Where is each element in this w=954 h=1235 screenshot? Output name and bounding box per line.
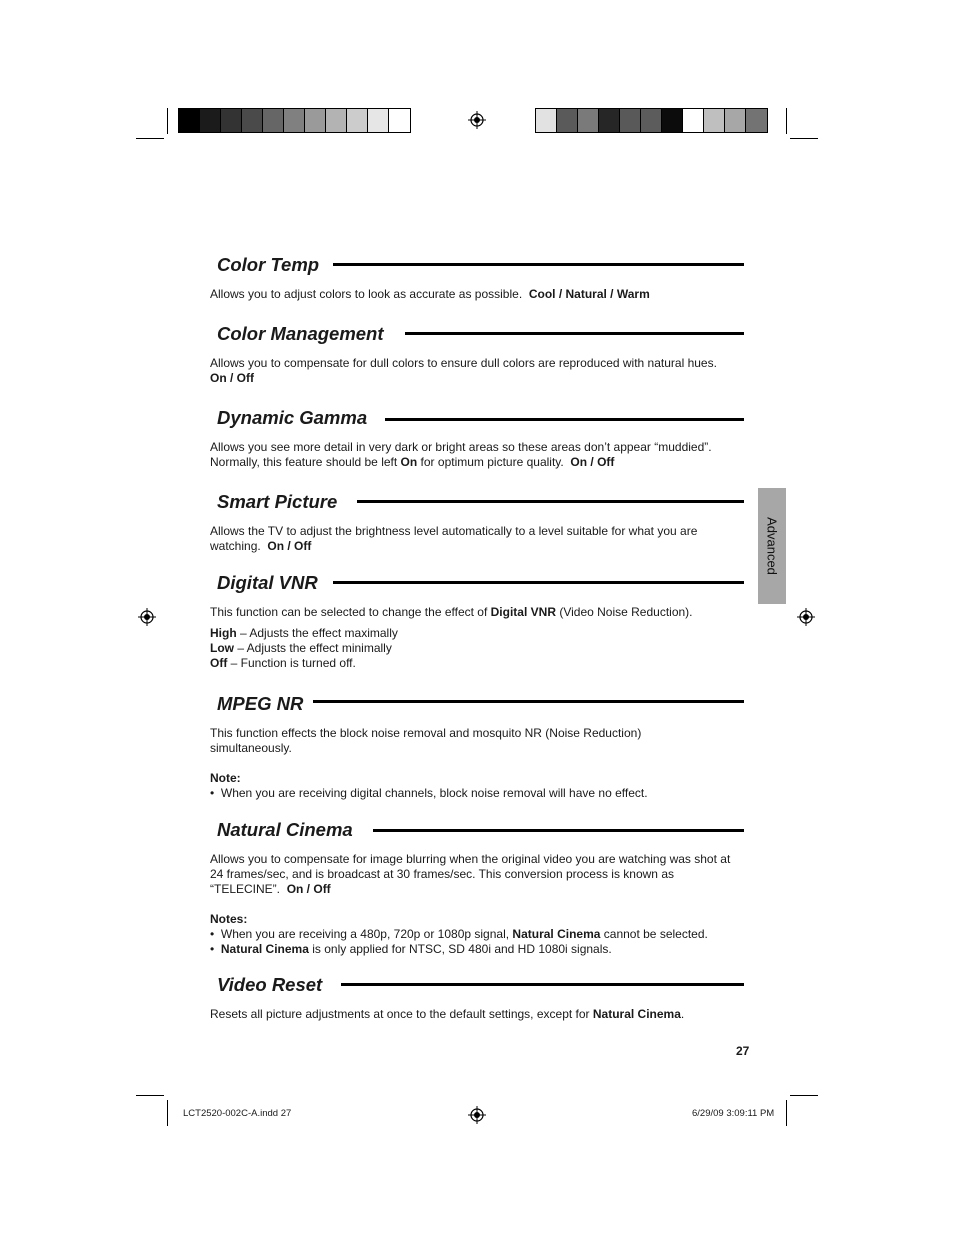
color-swatch	[641, 109, 662, 132]
color-swatch	[347, 109, 368, 132]
color-swatch	[746, 109, 767, 132]
color-swatch	[389, 109, 410, 132]
crop-mark	[167, 1100, 168, 1126]
section-body-smart-picture: Allows the TV to adjust the brightness level automatically to a level suitable for what you are watching. On / Off	[210, 524, 698, 553]
list-item: Low – Adjusts the effect minimally	[210, 641, 392, 655]
registration-mark-icon	[468, 1106, 486, 1124]
registration-mark-icon	[138, 608, 156, 626]
crop-mark	[786, 108, 787, 134]
color-swatch	[557, 109, 578, 132]
page-number: 27	[736, 1044, 750, 1058]
section-body-video-reset: Resets all picture adjustments at once to the default settings, except for Natural Cinema.	[210, 1007, 685, 1021]
section-body-natural-cinema: Allows you to compensate for image blurring when the original video you are watching was shot at 24 frames/sec, and is broadcast at 30 frames/sec. This conversion process is known as “TELECINE”. On / Off Notes: • When you are receiving a 480p, 720p or 1080p signal, Natural Cinema cannot be selected. • Natural Cinema is only applied for NTSC, SD 480i and HD 1080i signals.	[210, 852, 746, 957]
color-swatch	[284, 109, 305, 132]
section-body-mpeg-nr: This function effects the block noise removal and mosquito NR (Noise Reduction) simultaneously. Note: • When you are receiving digital channels, block noise removal will have no effect.	[210, 726, 680, 801]
section-rule	[333, 263, 744, 266]
crop-mark	[136, 1095, 164, 1096]
color-swatch	[578, 109, 599, 132]
crop-mark	[790, 1095, 818, 1096]
color-swatch	[620, 109, 641, 132]
section-title-mpeg-nr: MPEG NR	[217, 693, 304, 714]
color-swatch	[263, 109, 284, 132]
section-tab-label: Advanced	[764, 517, 780, 575]
color-swatch	[368, 109, 389, 132]
section-body-color-temp: Allows you to adjust colors to look as accurate as possible. Cool / Natural / Warm	[210, 287, 650, 301]
crop-mark	[136, 138, 164, 139]
registration-mark-icon	[468, 111, 486, 129]
color-swatch	[725, 109, 746, 132]
color-swatch	[221, 109, 242, 132]
color-swatch	[662, 109, 683, 132]
section-rule	[357, 500, 744, 503]
note-item: • When you are receiving digital channels, block noise removal will have no effect.	[210, 786, 648, 800]
color-swatch	[200, 109, 221, 132]
grayscale-color-bar-left	[178, 108, 411, 133]
color-swatch	[683, 109, 704, 132]
section-rule	[341, 983, 744, 986]
footer-timestamp: 6/29/09 3:09:11 PM	[692, 1108, 775, 1119]
grayscale-color-bar-right	[535, 108, 768, 133]
color-swatch	[704, 109, 725, 132]
note-item: • When you are receiving a 480p, 720p or 1080p signal, Natural Cinema cannot be selected.	[210, 927, 708, 941]
section-title-color-management: Color Management	[217, 323, 384, 344]
section-rule	[405, 332, 744, 335]
section-body-digital-vnr: This function can be selected to change the effect of Digital VNR (Video Noise Reduction). High – Adjusts the effect maximally Low – Adjusts the effect minimally Off – Function is turned off.	[210, 605, 750, 671]
section-rule	[313, 700, 744, 703]
section-title-video-reset: Video Reset	[217, 974, 323, 995]
section-title-digital-vnr: Digital VNR	[217, 572, 318, 593]
section-body-color-management: Allows you to compensate for dull colors to ensure dull colors are reproduced with natural hues. On / Off	[210, 356, 717, 385]
crop-mark	[790, 138, 818, 139]
crop-mark	[786, 1100, 787, 1126]
color-swatch	[305, 109, 326, 132]
registration-mark-icon	[797, 608, 815, 626]
list-item: High – Adjusts the effect maximally	[210, 626, 398, 640]
section-body-dynamic-gamma: Allows you see more detail in very dark or bright areas so these areas don’t appear “muddied”. Normally, this feature should be left On for optimum picture quality. On / Off	[210, 440, 712, 469]
color-swatch	[242, 109, 263, 132]
crop-mark	[167, 108, 168, 134]
note-item: • Natural Cinema is only applied for NTSC, SD 480i and HD 1080i signals.	[210, 942, 612, 956]
color-swatch	[179, 109, 200, 132]
color-swatch	[599, 109, 620, 132]
section-rule	[333, 581, 744, 584]
footer-filename: LCT2520-002C-A.indd 27	[183, 1108, 292, 1119]
color-swatch	[536, 109, 557, 132]
section-title-smart-picture: Smart Picture	[217, 491, 338, 512]
color-swatch	[326, 109, 347, 132]
list-item: Off – Function is turned off.	[210, 656, 356, 670]
section-rule	[385, 418, 744, 421]
section-title-color-temp: Color Temp	[217, 254, 320, 275]
section-rule	[373, 829, 744, 832]
section-title-natural-cinema: Natural Cinema	[217, 819, 353, 840]
section-title-dynamic-gamma: Dynamic Gamma	[217, 407, 368, 428]
